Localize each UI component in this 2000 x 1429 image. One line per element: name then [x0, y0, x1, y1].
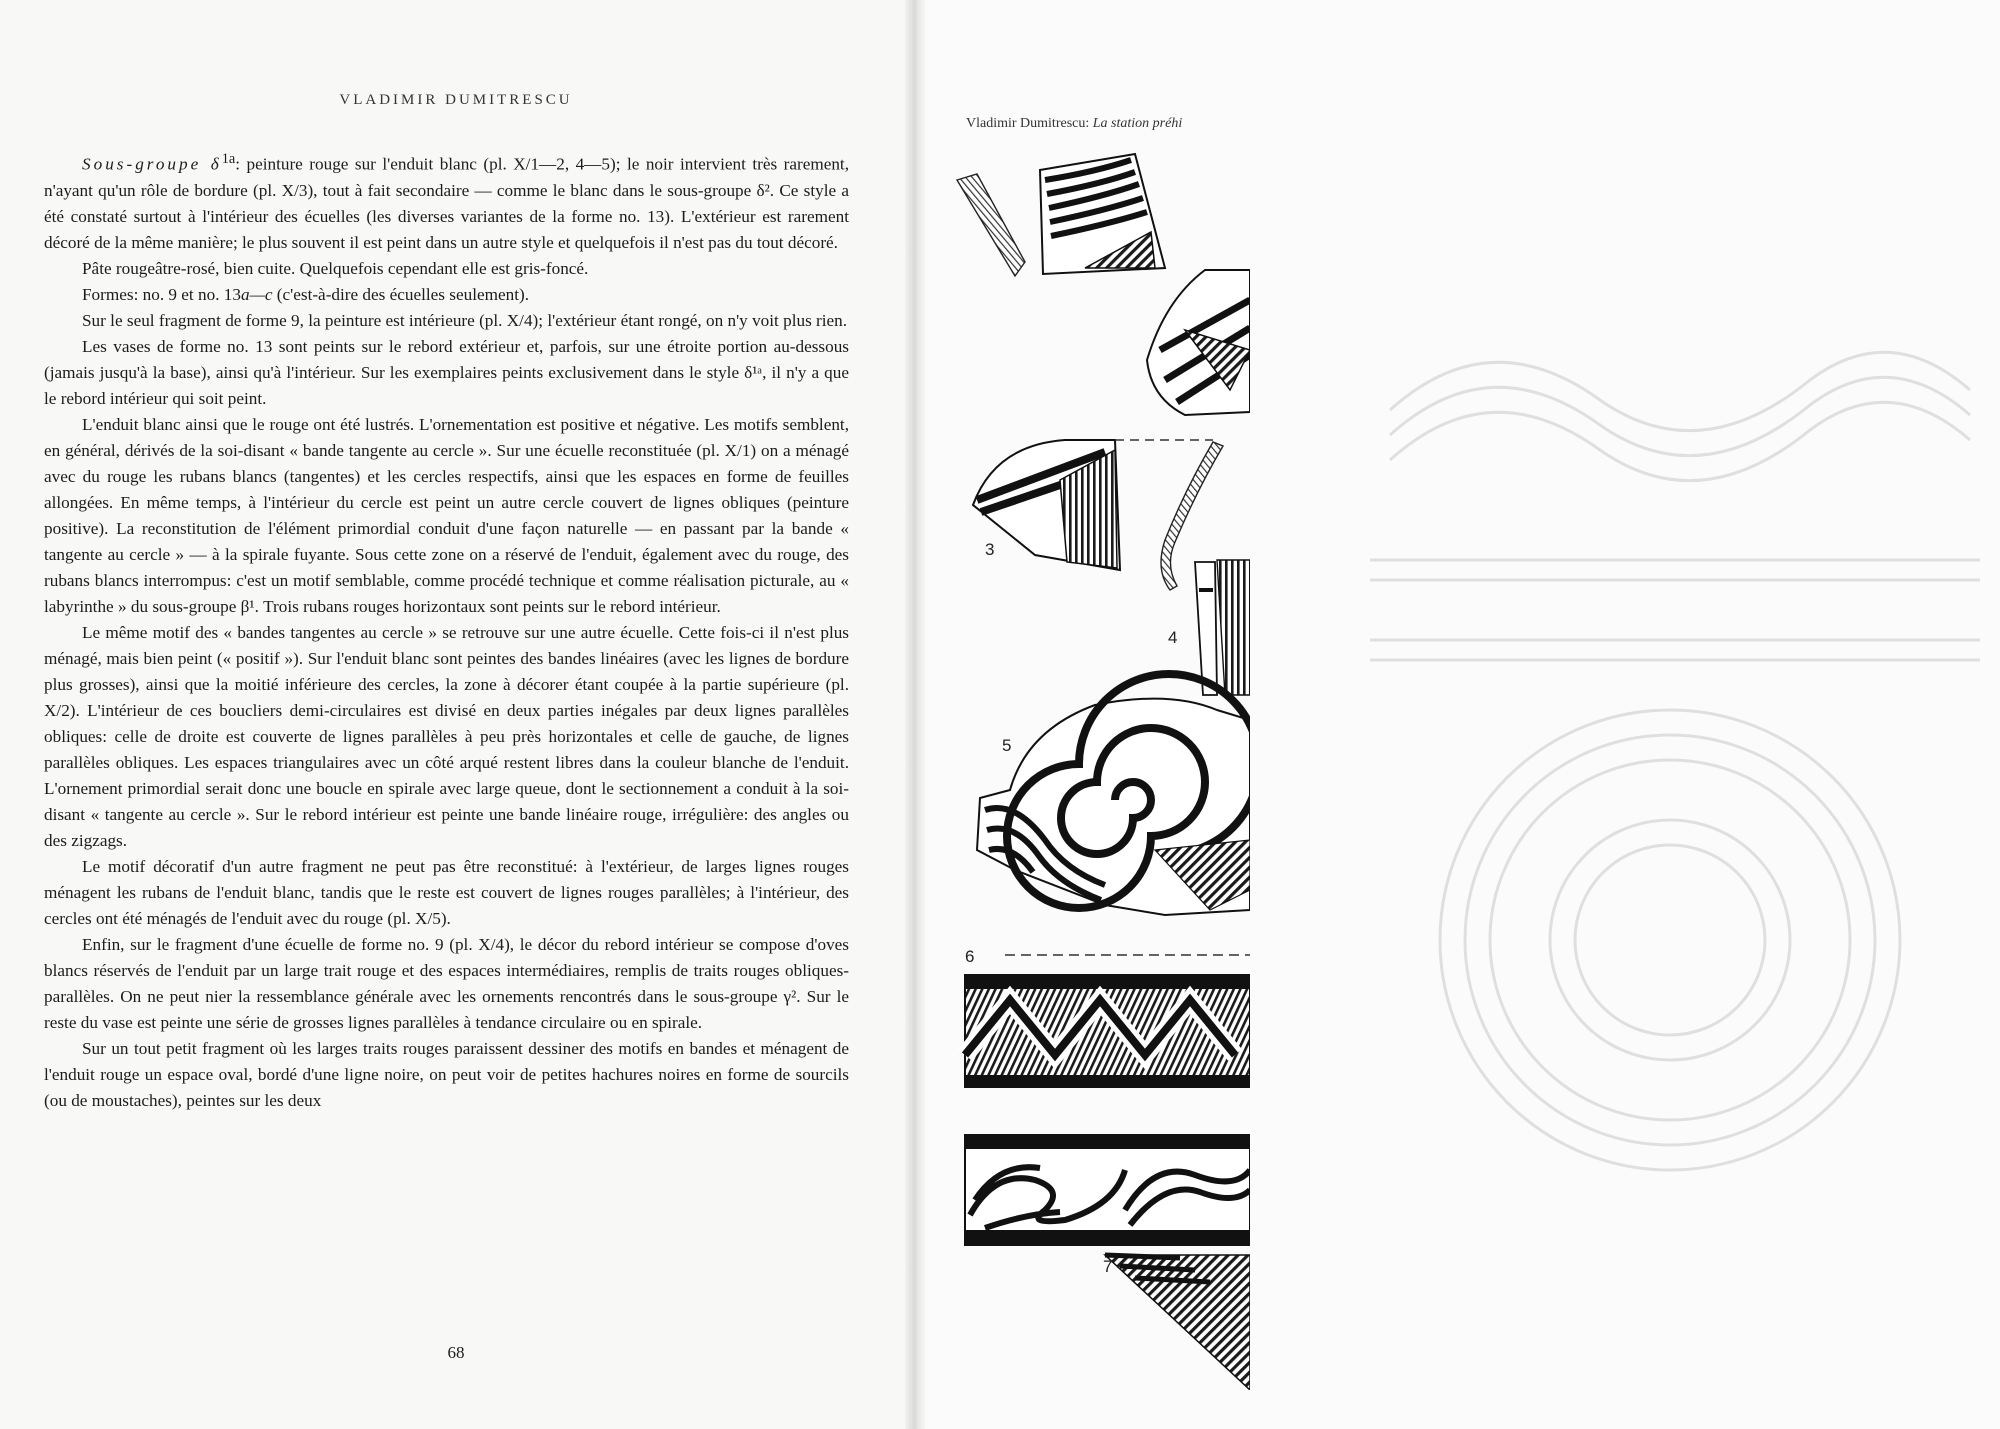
paragraph-5: Les vases de forme no. 13 sont peints sur le rebord extérieur et, parfois, sur une étroite portion au-dessous (jamais jusqu'à la base), ainsi qu'à l'intérieur. Sur les exemplaires peints exclusivement dans le style δ¹ᵃ, il n'y a que le rebord intérieur qui soit peint. — [44, 336, 849, 408]
paragraph-4: Sur le seul fragment de forme 9, la peinture est intérieure (pl. X/4); l'extérieur étant rongé, on n'y voit plus rien. — [82, 310, 848, 330]
paragraph-2: Pâte rougeâtre-rosé, bien cuite. Quelquefois cependant elle est gris-foncé. — [82, 258, 589, 278]
subgroup-heading: Sous-groupe δ — [82, 154, 222, 174]
sherd-3 — [973, 440, 1223, 590]
running-head-title: La station préhi — [1092, 116, 1183, 131]
paragraph-10: Sur un tout petit fragment où les larges traits rouges paraissent dessiner des motifs en bandes et ménagent de l'enduit rouge un espace oval, bordé d'une ligne noire, on peut voir de petites hachures noires en forme de sourcils (ou de moustaches), peintes sur les deux — [44, 1038, 849, 1110]
figure-label-7: 7 — [1103, 1257, 1113, 1276]
sherd-1 — [957, 154, 1165, 276]
paragraph-3 — [44, 282, 849, 308]
paragraph-8: Le motif décoratif d'un autre fragment ne peut pas être reconstitué: à l'extérieur, de larges lignes rouges ménagent les rubans de l'enduit blanc, tandis que le reste est couvert de lignes rouges parallèles; à l'intérieur, des cercles ont été ménagés de l'enduit avec du rouge (pl. X/5). — [44, 856, 849, 928]
body-text — [44, 146, 849, 1114]
paragraph-1 — [44, 146, 849, 256]
paragraph-3-c: (c'est-à-dire des écuelles seulement). — [272, 284, 529, 304]
page-number: 68 — [447, 1343, 465, 1362]
figure-label-6: 6 — [965, 947, 975, 966]
paragraph-9: Enfin, sur le fragment d'une écuelle de forme no. 9 (pl. X/4), le décor du rebord intérieur se compose d'oves blancs réservés de l'enduit par un large trait rouge et des espaces intermédiaires, remplis de traits rouges obliques-parallèles. On ne peut nier la ressemblance générale avec les ornements rencontrés dans le sous-groupe γ². Sur le reste du vase est peinte une série de grosses lignes parallèles à tendance circulaire ou en spirale. — [44, 934, 849, 1032]
sherd-6 — [965, 955, 1250, 1087]
figure-label-4: 4 — [1168, 628, 1178, 647]
figure-label-5: 5 — [1002, 736, 1012, 755]
sherd-5 — [977, 674, 1250, 915]
bleed-through-decoration — [1370, 260, 1980, 1220]
running-head-left: VLADIMIR DUMITRESCU — [339, 92, 573, 108]
subgroup-superscript: 1a — [221, 151, 236, 167]
paragraph-6: L'enduit blanc ainsi que le rouge ont été lustrés. L'ornementation est positive et négative. Les motifs semblent, en général, dérivés de la soi-disant « bande tangente au cercle ». Sur une écuelle reconstituée (pl. X/1) on a ménagé avec du rouge les rubans blancs (tangentes) et les cercles respectifs, ainsi que les espaces en forme de feuilles allongées. En même temps, à l'intérieur du cercle est peint un autre cercle couvert de lignes obliques (peinture positive). La reconstitution de l'élément primordial conduit d'une façon naturelle — en passant par la bande « tangente au cercle » — à la spirale fuyante. Sous cette zone on a réservé de l'enduit, également avec du rouge, des rubans blancs interrompus: c'est un motif semblable, comme procédé technique et comme réalisation picturale, au « labyrinthe » du sous-groupe β¹. Trois rubans rouges horizontaux sont peints sur le rebord intérieur. — [44, 414, 849, 616]
sherd-4 — [1195, 560, 1250, 695]
sherd-2 — [1147, 270, 1250, 415]
running-head-right — [966, 116, 1182, 132]
paragraph-7: Le même motif des « bandes tangentes au cercle » se retrouve sur une autre écuelle. Cette fois-ci il n'est plus ménagé, mais bien peint (« positif »). Sur l'enduit blanc sont peintes des bandes linéaires (avec les lignes de bordure plus grosses), ainsi que la moitié inférieure des cercles, la zone à décorer étant coupée à la partie supérieure (pl. X/2). L'intérieur de ces boucliers demi-circulaires est divisé en deux parties inégales par deux lignes parallèles obliques: celle de droite est couverte de lignes parallèles à peu près horizontales et celle de gauche, de lignes parallèles obliques. Les espaces triangulaires avec un côté arqué restent libres dans la couleur blanche de l'enduit. L'ornement primordial serait donc une boucle en spirale avec large queue, dont le sectionnement a conduit à la soi-disant « tangente au cercle ». Sur le rebord intérieur est peinte une bande linéaire rouge, irrégulière: des angles ou des zigzags. — [44, 622, 849, 850]
paragraph-3-a: Formes: no. 9 et no. 13 — [82, 284, 241, 304]
book-gutter — [905, 0, 927, 1429]
paragraph-3-b: a—c — [240, 284, 273, 304]
pottery-plate — [955, 150, 1250, 1390]
paragraph-1-text: : peinture rouge sur l'enduit blanc (pl. X/1—2, 4—5); le noir intervient très rarement, n'ayant qu'un rôle de bordure (pl. X/3), tout à fait secondaire — comme le blanc dans le sous-groupe δ². Ce style a été constaté surtout à l'intérieur des écuelles (les diverses variantes de la forme no. 13). L'extérieur est rarement décoré de la même manière; le plus souvent il est peint dans un autre style et quelquefois il n'est pas du tout décoré. — [44, 154, 849, 252]
figure-label-3: 3 — [985, 540, 995, 559]
running-head-author: Vladimir Dumitrescu: — [966, 116, 1093, 131]
left-page — [0, 0, 912, 1429]
